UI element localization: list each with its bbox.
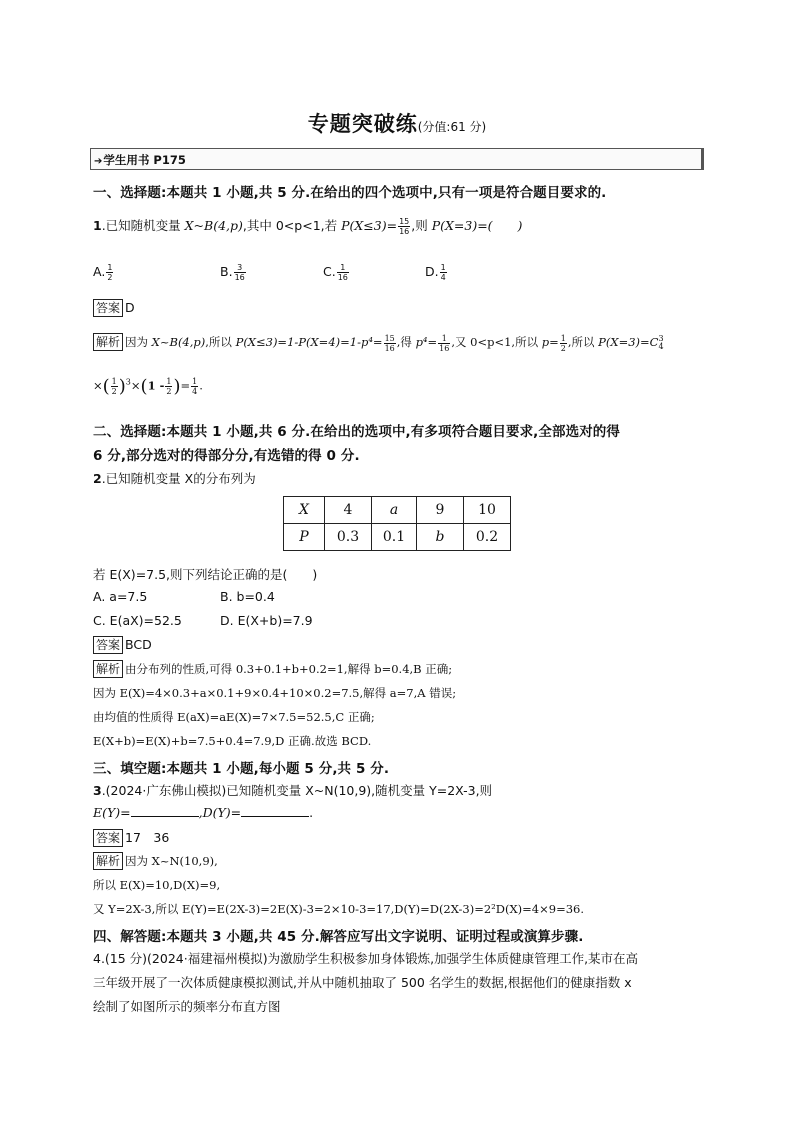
section-3-heading: 三、填空题:本题共 1 小题,每小题 5 分,共 5 分. xyxy=(93,761,390,777)
page-title: 专题突破练 xyxy=(307,112,418,136)
q1-option-b: B. $\frac{3}{16}$ xyxy=(220,263,245,282)
table-row xyxy=(284,524,511,551)
section-2-heading-cont: 6 分,部分选对的得部分分,有选错的得 0 分. xyxy=(93,448,360,464)
answer-tag: 答案 xyxy=(93,829,123,847)
q1-analysis-line-2: ×( $\frac{1}{2}$ )$^3$×(1 - $\frac{1}{2}$ )= $\frac{1}{4}$ . xyxy=(93,376,203,397)
table-cell: b xyxy=(417,524,464,551)
q1-option-d: D. $\frac{1}{4}$ xyxy=(425,263,446,282)
q1-stem: 1.已知随机变量 X~B(4,p),其中 0<p<1,若 P(X≤3)= $\frac{15}{16}$ ,则 P(X=3)=( ) xyxy=(93,217,523,236)
answer-tag: 答案 xyxy=(93,299,123,317)
q1-answer: 答案 D xyxy=(93,299,135,317)
q3-stem: 3.(2024·广东佛山模拟)已知随机变量 X~N(10,9),随机变量 Y=2X-3,则 xyxy=(93,783,493,798)
q3-analysis-line-1: 解析 因为 X~N(10,9), xyxy=(93,852,218,870)
q1-number: 1 xyxy=(93,218,102,233)
analysis-tag: 解析 xyxy=(93,852,123,870)
q3-answer: 答案 17 36 xyxy=(93,828,169,847)
q3-number: 3 xyxy=(93,783,102,798)
table-row xyxy=(284,497,511,524)
q2-analysis-line-4: E(X+b)=E(X)+b=7.5+0.4=7.9,D 正确.故选 BCD. xyxy=(93,734,372,748)
analysis-tag: 解析 xyxy=(93,660,123,678)
q2-option-d: D. E(X+b)=7.9 xyxy=(220,613,313,628)
table-cell: 0.3 xyxy=(325,524,372,551)
q2-analysis-line-2: 因为 E(X)=4×0.3+a×0.1+9×0.4+10×0.2=7.5,解得 a=7,A 错误; xyxy=(93,686,457,700)
q2-condition: 若 E(X)=7.5,则下列结论正确的是( ) xyxy=(93,567,318,582)
student-book-banner xyxy=(90,148,704,170)
answer-blank[interactable] xyxy=(131,806,199,817)
analysis-tag: 解析 xyxy=(93,333,123,351)
q3-analysis-line-3: 又 Y=2X-3,所以 E(Y)=E(2X-3)=2E(X)-3=2×10-3=17,D(Y)=D(2X-3)=2²D(X)=4×9=36. xyxy=(93,902,584,916)
table-cell: 10 xyxy=(464,497,511,524)
q2-analysis-line-3: 由均值的性质得 E(aX)=aE(X)=7×7.5=52.5,C 正确; xyxy=(93,710,375,724)
q1-analysis-line-1: 解析 因为 X~B(4,p),所以 P(X≤3)=1-P(X=4)=1-p⁴= $\frac{15}{16}$ ,得 p⁴= $\frac{1}{16}$ ,又 0<p<1,所以 p= $\frac{1}{2}$ ,所以 P(X=3)=C 3 4 xyxy=(93,333,664,353)
answer-tag: 答案 xyxy=(93,636,123,654)
q1-option-a: A. $\frac{1}{2}$ xyxy=(93,263,113,282)
q1-option-c: C. $\frac{1}{16}$ xyxy=(323,263,348,282)
q4-line-3: 绘制了如图所示的频率分布直方图 xyxy=(93,999,281,1014)
q2-option-a: A. a=7.5 xyxy=(93,589,148,604)
q2-stem: 2.已知随机变量 X的分布列为 xyxy=(93,471,256,486)
q2-answer: 答案 BCD xyxy=(93,636,152,654)
banner-text: 学生用书 P175 xyxy=(103,153,186,167)
section-1-heading: 一、选择题:本题共 1 小题,共 5 分.在给出的四个选项中,只有一项是符合题目要求的. xyxy=(93,185,607,201)
q4-line-1: 4.(15 分)(2024·福建福州模拟)为激励学生积极参加身体锻炼,加强学生体质健康管理工作,某市在高 xyxy=(93,951,639,966)
section-4-heading: 四、解答题:本题共 3 小题,共 45 分.解答应写出文字说明、证明过程或演算步骤. xyxy=(93,929,584,945)
title-block xyxy=(0,108,794,138)
answer-blank[interactable] xyxy=(241,806,309,817)
q2-analysis-line-1: 解析 由分布列的性质,可得 0.3+0.1+b+0.2=1,解得 b=0.4,B 正确; xyxy=(93,660,452,678)
table-cell: 9 xyxy=(417,497,464,524)
arrow-right-icon: ➔ xyxy=(94,156,103,167)
q3-analysis-line-2: 所以 E(X)=10,D(X)=9, xyxy=(93,878,221,892)
table-cell: 4 xyxy=(325,497,372,524)
table-cell: 0.1 xyxy=(372,524,417,551)
table-cell: P xyxy=(284,524,325,551)
distribution-table xyxy=(283,496,511,551)
table-cell: X xyxy=(284,497,325,524)
q3-blanks: E(Y)= ,D(Y)= . xyxy=(93,805,314,820)
table-cell: 0.2 xyxy=(464,524,511,551)
q4-line-2: 三年级开展了一次体质健康模拟测试,并从中随机抽取了 500 名学生的数据,根据他们的健康指数 x xyxy=(93,975,632,990)
q2-option-c: C. E(aX)=52.5 xyxy=(93,613,182,628)
q2-number: 2 xyxy=(93,471,102,486)
fraction: $\frac{15}{16}$ xyxy=(399,217,410,236)
section-2-heading: 二、选择题:本题共 1 小题,共 6 分.在给出的选项中,有多项符合题目要求,全部选对的得 xyxy=(93,424,620,440)
q2-option-b: B. b=0.4 xyxy=(220,589,275,604)
table-cell: a xyxy=(372,497,417,524)
score-note: (分值:61 分) xyxy=(417,120,487,134)
